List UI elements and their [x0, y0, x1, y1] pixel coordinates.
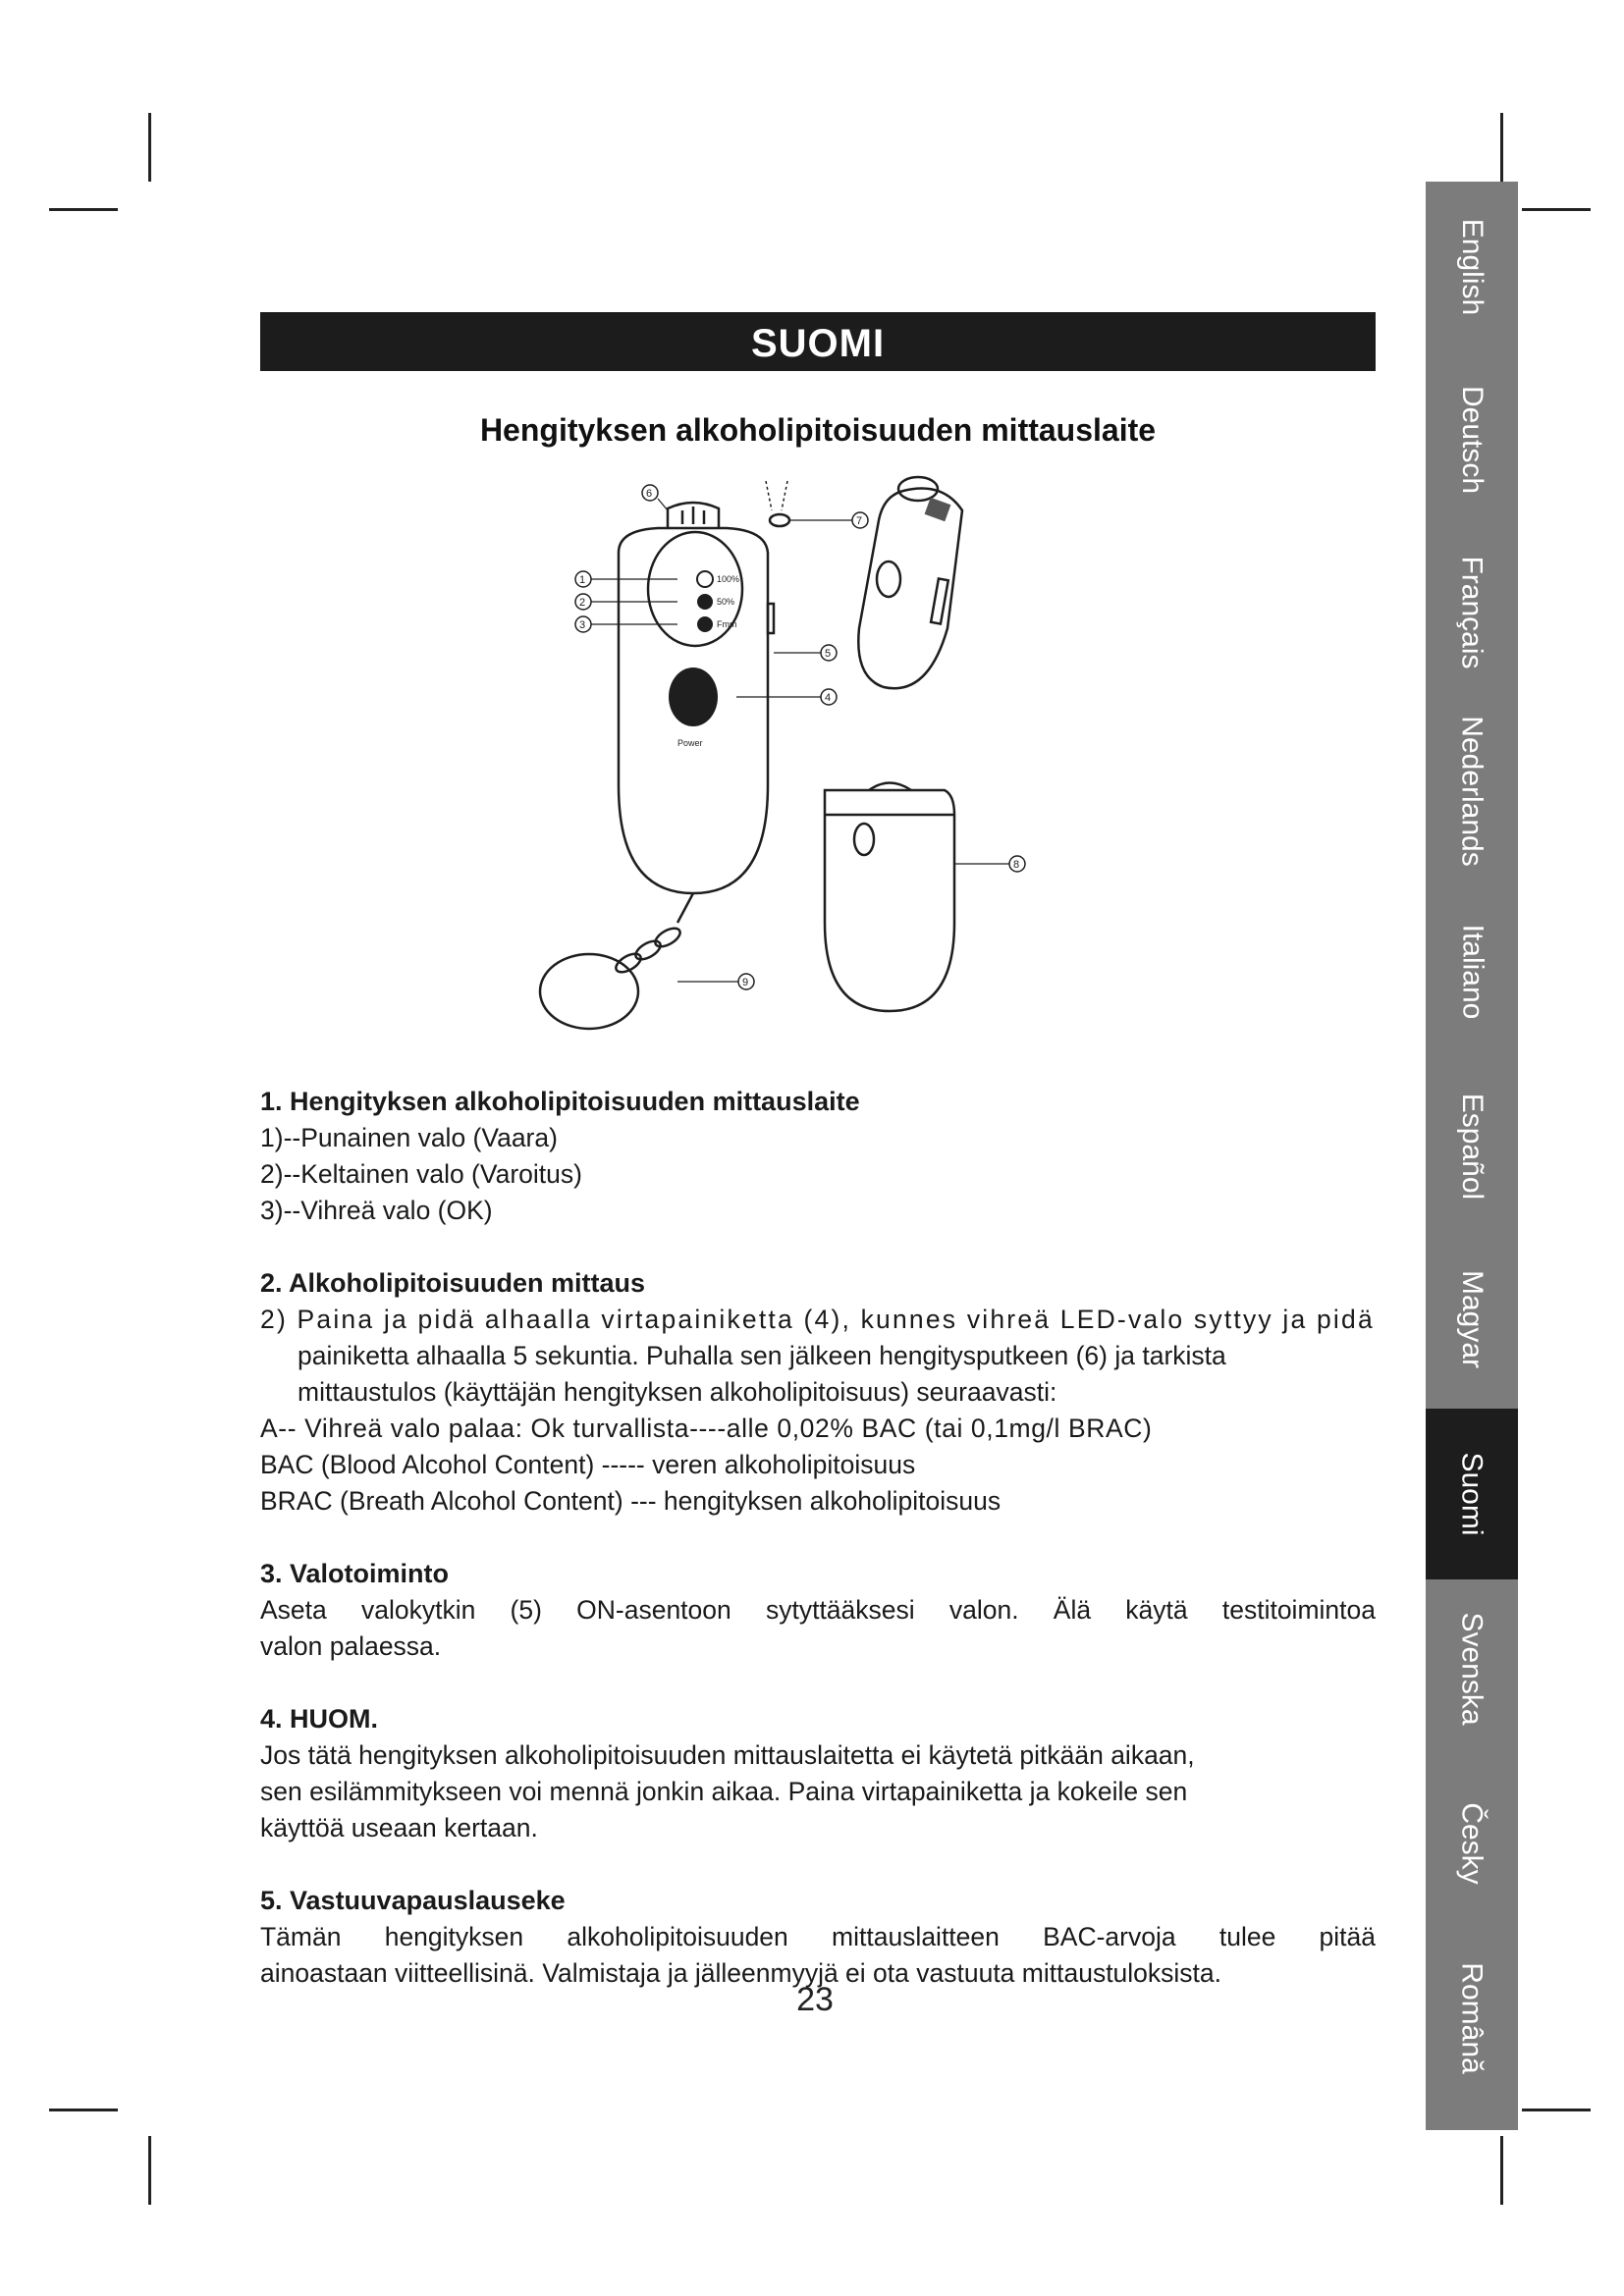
text-line: 1)--Punainen valo (Vaara)	[260, 1123, 558, 1152]
tab-francais[interactable]	[1426, 527, 1518, 698]
tab-label: Italiano	[1456, 924, 1489, 1020]
section-heading: 5. Vastuuvapauslauseke	[260, 1886, 566, 1915]
breathalyzer-illustration	[530, 461, 1080, 1041]
text-line: Tämän hengityksen alkoholipitoisuuden mittauslaitteen BAC-arvoja tulee pitää	[260, 1922, 1376, 1951]
tab-label: Magyar	[1456, 1269, 1489, 1369]
led-label: 100%	[717, 574, 740, 584]
text-line: Aseta valokytkin (5) ON-asentoon sytyttääksesi valon. Älä käytä testitoimintoa	[260, 1595, 1376, 1625]
tab-espanol[interactable]	[1426, 1061, 1518, 1232]
power-button	[669, 667, 718, 726]
tab-cesky[interactable]	[1426, 1758, 1518, 1929]
tab-label: Nederlands	[1456, 716, 1489, 867]
text-line: sen esilämmitykseen voi mennä jonkin aikaa. Paina virtapainiketta ja kokeile sen	[260, 1777, 1188, 1806]
section-heading: 4. HUOM.	[260, 1704, 379, 1734]
text-line: painiketta alhaalla 5 sekuntia. Puhalla sen jälkeen hengitysputkeen (6) ja tarkista	[298, 1341, 1226, 1370]
section-note	[260, 1701, 1380, 1846]
text-line: käyttöä useaan kertaan.	[260, 1813, 538, 1842]
text-line: ainoastaan viitteellisinä. Valmistaja ja jälleenmyyjä ei ota vastuuta mittaustuloksista.	[260, 1958, 1222, 1988]
tab-label: Svenska	[1456, 1612, 1489, 1726]
section-disclaimer	[260, 1883, 1380, 1992]
callout-number: 8	[1013, 859, 1020, 871]
text-line: 2) Paina ja pidä alhaalla virtapainiketta (4), kunnes vihreä LED-valo syttyy ja pidä	[260, 1305, 1375, 1334]
callout-number: 7	[856, 515, 863, 527]
text-line: 2)--Keltainen valo (Varoitus)	[260, 1159, 582, 1189]
language-banner: SUOMI	[260, 312, 1376, 371]
text-line: BAC (Blood Alcohol Content) ----- veren alkoholipitoisuus	[260, 1450, 916, 1479]
tab-label: Česky	[1455, 1802, 1489, 1885]
text-line: A-- Vihreä valo palaa: Ok turvallista----alle 0,02% BAC (tai 0,1mg/l BRAC)	[260, 1414, 1153, 1443]
crop-mark	[1522, 2109, 1591, 2111]
manual-content	[260, 1084, 1380, 1992]
callout-number: 2	[579, 597, 586, 609]
tab-italiano[interactable]	[1426, 886, 1518, 1057]
crop-mark	[1522, 208, 1591, 211]
crop-mark	[49, 2109, 118, 2111]
tab-label: Suomi	[1455, 1452, 1489, 1536]
tab-deutsch[interactable]	[1426, 354, 1518, 525]
section-device	[260, 1084, 1380, 1229]
section-heading: 1. Hengityksen alkoholipitoisuuden mittauslaite	[260, 1087, 860, 1116]
page-number: 23	[796, 1981, 834, 2018]
callout-number: 9	[742, 977, 749, 988]
text-line: Jos tätä hengityksen alkoholipitoisuuden mittauslaitetta ei käytetä pitkään aikaan,	[260, 1740, 1195, 1770]
section-light-function	[260, 1556, 1380, 1665]
tab-romana[interactable]	[1426, 1933, 1518, 2104]
callout-number: 1	[579, 574, 586, 586]
power-label: Power	[677, 738, 703, 748]
crop-mark	[148, 2136, 151, 2205]
green-led	[697, 616, 713, 632]
crop-mark	[49, 208, 118, 211]
device-back-view	[825, 790, 954, 1011]
tab-magyar[interactable]	[1426, 1234, 1518, 1405]
tab-label: English	[1456, 218, 1489, 316]
tab-label: Español	[1456, 1093, 1489, 1201]
tab-label: Français	[1456, 556, 1489, 669]
crop-mark	[1500, 113, 1503, 182]
document-title: Hengityksen alkoholipitoisuuden mittauslaite	[479, 412, 1157, 448]
text-line: mittaustulos (käyttäjän hengityksen alkoholipitoisuus) seuraavasti:	[298, 1377, 1057, 1407]
light-switch	[768, 604, 774, 633]
tab-label: Deutsch	[1456, 385, 1489, 495]
callout-number: 4	[825, 692, 832, 704]
led-label: 50%	[717, 597, 735, 607]
crop-mark	[148, 113, 151, 182]
tab-nederlands[interactable]	[1426, 706, 1518, 877]
led-label: Fmm	[717, 619, 737, 629]
language-sidebar	[1426, 182, 1518, 2130]
crop-mark	[1500, 2136, 1503, 2205]
tab-english[interactable]	[1426, 182, 1518, 352]
yellow-led	[697, 594, 713, 610]
tab-suomi[interactable]	[1426, 1409, 1518, 1579]
callout-number: 5	[825, 648, 832, 660]
red-led	[697, 571, 713, 587]
section-heading: 3. Valotoiminto	[260, 1559, 450, 1588]
text-line: valon palaessa.	[260, 1631, 442, 1661]
section-measurement	[260, 1265, 1380, 1520]
callout-number: 6	[646, 488, 653, 500]
tab-label: Română	[1456, 1962, 1489, 2074]
section-heading: 2. Alkoholipitoisuuden mittaus	[260, 1268, 646, 1298]
key-ring	[540, 954, 638, 1029]
callout-number: 3	[579, 619, 586, 631]
tab-svenska[interactable]	[1426, 1583, 1518, 1754]
text-line: BRAC (Breath Alcohol Content) --- hengityksen alkoholipitoisuus	[260, 1486, 1001, 1516]
text-line: 3)--Vihreä valo (OK)	[260, 1196, 493, 1225]
